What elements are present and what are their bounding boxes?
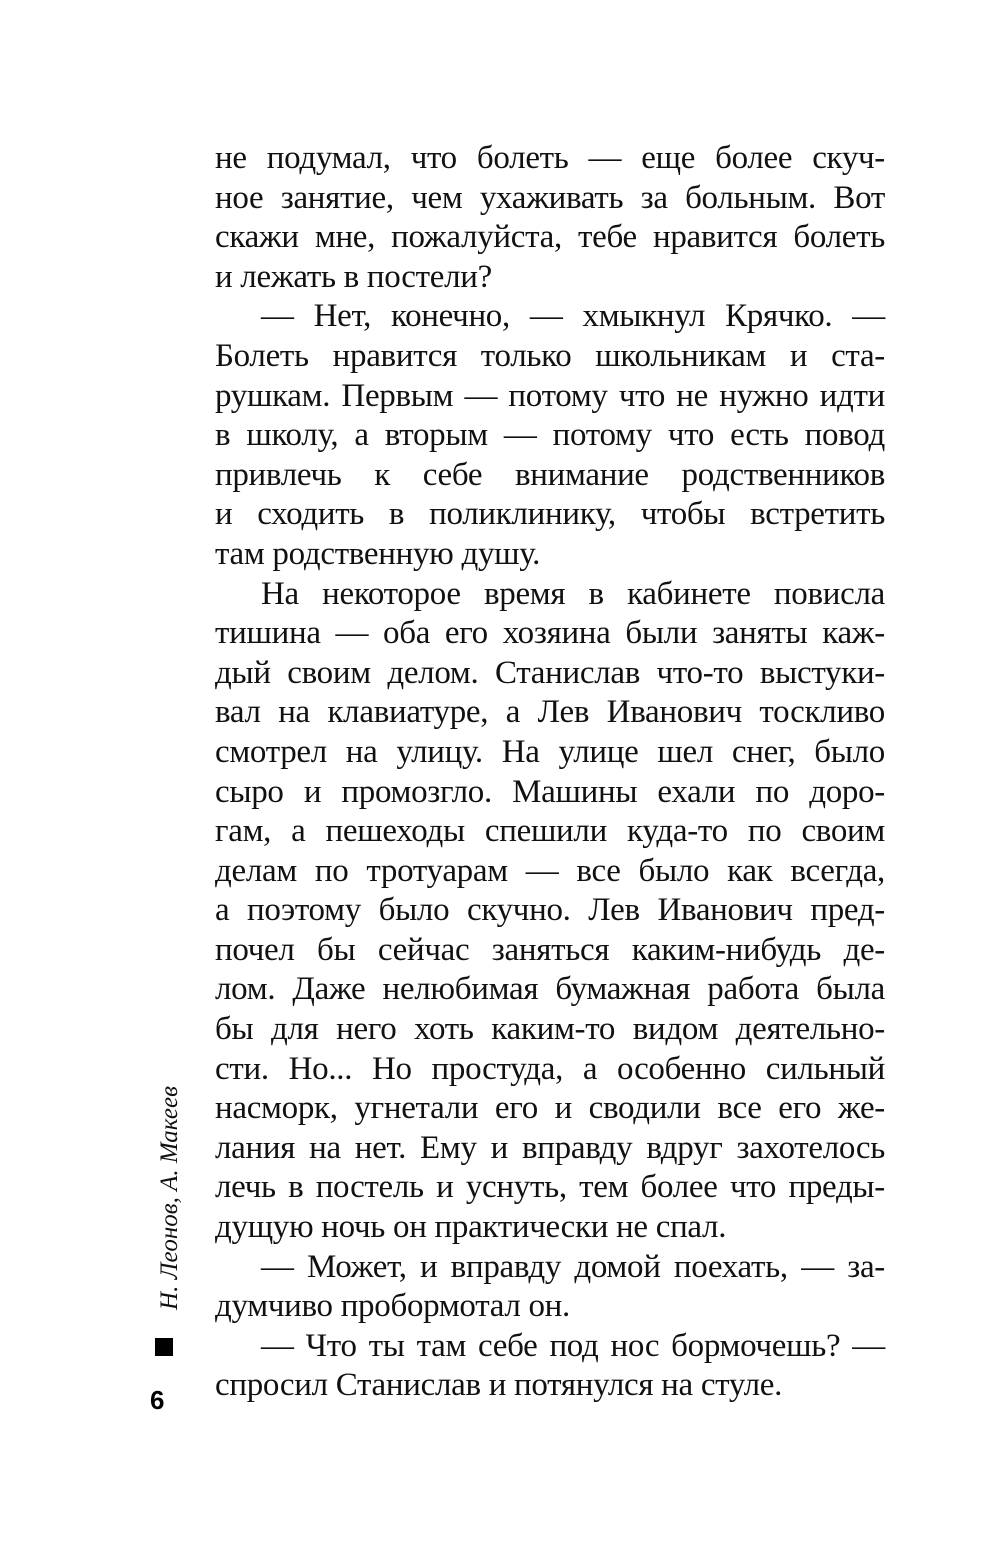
text-line: а поэтому было скучно. Лев Иванович пред- [215,892,885,929]
text-line: в школу, а вторым — потому что есть повод [215,417,885,454]
text-line: сти. Но... Но простуда, а особенно сильный [215,1050,885,1087]
text-line: тишина — оба его хозяина были заняты каж- [215,615,885,652]
running-head-authors [150,1075,190,1320]
text-line: ное занятие, чем ухаживать за больным. Вот [215,179,885,216]
text-line: и сходить в поликлинику, чтобы встретить [215,496,885,533]
text-line: скажи мне, пожалуйста, тебе нравится болеть [215,219,885,256]
text-line: делам по тротуарам — все было как всегда, [215,852,885,889]
text-line: лечь в постель и уснуть, тем более что преды- [215,1169,885,1206]
text-line: дый своим делом. Станислав что-то выстуки- [215,654,885,691]
text-line: привлечь к себе внимание родственников [215,456,885,493]
text-line: почел бы сейчас заняться каким-нибудь де- [215,931,885,968]
text-line: — Нет, конечно, — хмыкнул Крячко. — [261,298,885,335]
text-line: там родственную душу. [215,535,541,572]
text-line: насморк, угнетали его и сводили все его же- [215,1090,885,1127]
text-line: дущую ночь он практически не спал. [215,1209,727,1246]
text-line: лания на нет. Ему и вправду вдруг захотелось [215,1129,885,1166]
body-text [215,139,885,1406]
text-line: сыро и промозгло. Машины ехали по доро- [215,773,885,810]
text-line: — Может, и вправду домой поехать, — за- [261,1248,885,1285]
text-line: смотрел на улицу. На улице шел снег, было [215,733,885,770]
text-line: и лежать в постели? [215,258,492,295]
text-line: — Что ты там себе под нос бормочешь? — [261,1327,885,1364]
text-line: бы для него хоть каким-то видом деятельно- [215,1011,885,1048]
text-line: не подумал, что болеть — еще более скуч- [215,140,885,176]
text-line: думчиво пробормотал он. [215,1288,570,1325]
page-number: 6 [150,1385,165,1415]
text-line: На некоторое время в кабинете повисла [261,575,885,612]
square-marker-icon [155,1338,173,1356]
text-line: спросил Станислав и потянулся на стуле. [215,1367,783,1404]
text-line: рушкам. Первым — потому что не нужно идти [215,377,885,414]
text-line: Болеть нравится только школьникам и ста- [215,337,885,374]
text-line: вал на клавиатуре, а Лев Иванович тоскливо [215,694,885,731]
text-line: лом. Даже нелюбимая бумажная работа была [215,971,885,1008]
authors-text: Н. Леонов, А. Макеев [156,1085,183,1310]
text-line: гам, а пешеходы спешили куда-то по своим [215,813,885,850]
